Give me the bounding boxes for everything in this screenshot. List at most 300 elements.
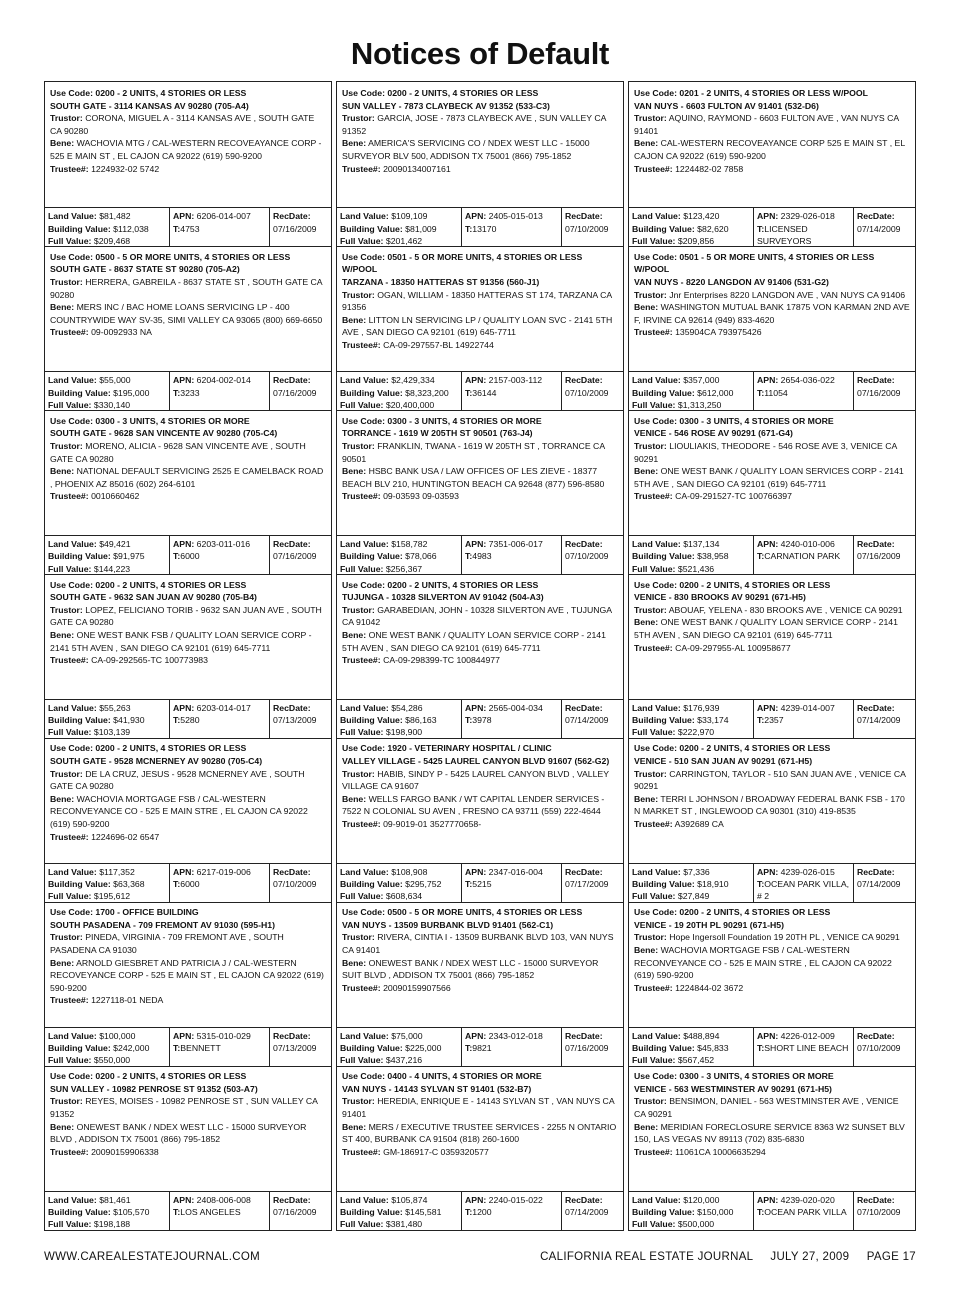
beneficiary-line (50, 1121, 327, 1146)
land-value-label: Land Value: (632, 1194, 681, 1205)
tract-value: 6000 (180, 879, 200, 890)
full-value-row (48, 1218, 166, 1230)
building-value: $33,174 (697, 715, 729, 726)
apn-row (465, 702, 558, 714)
recdate-label: RecDate: (565, 703, 603, 714)
recdate-label: RecDate: (857, 1194, 895, 1205)
recdate-value: 07/16/2009 (857, 387, 901, 398)
tract-label: T: (757, 223, 765, 234)
apn-cell (753, 700, 853, 738)
use-code: Use Code: 0200 - 2 UNITS, 4 STORIES OR LESS (634, 907, 831, 918)
tract-value: OCEAN PARK VILLA, # 2 (757, 879, 850, 902)
building-value-row (340, 714, 458, 726)
apn-value: 4239-014-007 (780, 703, 835, 714)
apn-label: APN: (465, 1030, 487, 1041)
apn-row (173, 374, 266, 386)
land-value-label: Land Value: (48, 539, 97, 550)
building-value-row (340, 550, 458, 562)
apn-value: 6203-014-017 (196, 703, 251, 714)
full-value-label: Full Value: (48, 727, 92, 738)
tract-row (173, 878, 266, 890)
building-value-label: Building Value: (632, 551, 695, 562)
values-table (337, 535, 623, 574)
use-code: Use Code: 0400 - 4 UNITS, 4 STORIES OR MORE (342, 1071, 542, 1082)
trustor-value: HABIB, SINDY P - 5425 LAUREL CANYON BLVD , VALLEY VILLAGE CA 91607 (342, 768, 609, 792)
notice-body (45, 410, 331, 535)
apn-row (173, 538, 266, 550)
apn-label: APN: (173, 211, 195, 222)
notice-item (628, 81, 916, 247)
full-value: $195,612 (93, 891, 131, 902)
recdate-cell (853, 700, 915, 738)
tract-value: 3233 (180, 387, 200, 398)
trustor-label: Trustor: (50, 113, 83, 124)
recdate-label: RecDate: (565, 211, 603, 222)
notice-item (336, 410, 624, 575)
values-cell (337, 1028, 461, 1066)
trustee-line (634, 1146, 911, 1159)
footer-website[interactable]: WWW.CAREALESTATEJOURNAL.COM (44, 1251, 260, 1263)
trustor-value: Jnr Enterprises 8220 LANGDON AVE , VAN NUYS CA 91406 (669, 289, 906, 300)
beneficiary-line (50, 465, 327, 490)
trustee-label: Trustee#: (634, 327, 673, 338)
use-code: Use Code: 0501 - 5 OR MORE UNITS, 4 STORIES OR LESS W/POOL (634, 251, 875, 275)
trustee-line (342, 818, 619, 831)
trustor-line (342, 1095, 619, 1120)
building-value: $63,368 (113, 879, 145, 890)
beneficiary-line (634, 1121, 911, 1146)
tract-label: T: (465, 551, 473, 562)
full-value-label: Full Value: (48, 563, 92, 574)
trustee-label: Trustee#: (50, 655, 89, 666)
recdate-label: RecDate: (273, 703, 311, 714)
land-value: $488,894 (683, 1030, 720, 1041)
trustor-label: Trustor: (634, 932, 667, 943)
land-value-row (48, 702, 166, 714)
tract-row (173, 1042, 266, 1054)
recdate-value: 07/14/2009 (857, 715, 901, 726)
trustee-label: Trustee#: (634, 642, 673, 653)
trustee-label: Trustee#: (342, 655, 381, 666)
values-cell (337, 864, 461, 902)
tract-value: 9821 (472, 1042, 492, 1053)
trustor-label: Trustor: (634, 113, 667, 124)
values-table (337, 863, 623, 902)
trustee-line (634, 642, 911, 655)
trustee-value: 1224932-02 5742 (91, 163, 160, 174)
property-address: TORRANCE - 1619 W 205TH ST 90501 (763-J4) (342, 428, 533, 439)
apn-value: 6204-002-014 (196, 375, 251, 386)
land-value: $357,000 (683, 375, 720, 386)
land-value-label: Land Value: (340, 1030, 389, 1041)
trustee-label: Trustee#: (634, 163, 673, 174)
trustee-value: A392689 CA (674, 819, 724, 829)
trustor-label: Trustor: (634, 768, 667, 779)
building-value-label: Building Value: (48, 551, 111, 562)
land-value-label: Land Value: (340, 211, 389, 222)
recdate-label: RecDate: (857, 703, 895, 714)
property-address: VENICE - 510 SAN JUAN AV 90291 (671-H5) (634, 756, 813, 767)
recdate-value: 07/16/2009 (273, 387, 317, 398)
property-address: SOUTH GATE - 9528 MCNERNEY AV 90280 (705-C4) (50, 756, 263, 767)
use-code: Use Code: 1920 - VETERINARY HOSPITAL / CLINIC (342, 743, 552, 754)
values-table (337, 699, 623, 738)
full-value: $437,216 (385, 1055, 423, 1066)
trustee-line (342, 339, 619, 352)
trustor-value: REYES, MOISES - 10982 PENROSE ST , SUN VALLEY CA 91352 (50, 1096, 318, 1119)
apn-row (757, 210, 850, 222)
apn-value: 2343-012-018 (488, 1030, 543, 1041)
apn-value: 4226-012-009 (780, 1030, 835, 1041)
tract-row (173, 387, 266, 399)
building-value: $38,958 (697, 551, 729, 562)
full-value: $201,462 (385, 235, 423, 246)
apn-value: 2157-003-112 (488, 375, 543, 386)
recdate-cell (853, 208, 915, 246)
building-value: $612,000 (697, 387, 734, 398)
full-value-row (340, 563, 458, 575)
apn-row (465, 210, 558, 222)
land-value: $108,908 (391, 866, 428, 877)
tract-label: T: (757, 715, 765, 726)
beneficiary-label: Bene: (342, 314, 367, 325)
building-value-row (340, 223, 458, 235)
beneficiary-line (50, 137, 327, 162)
building-value-row (632, 1042, 750, 1054)
beneficiary-value: ONE WEST BANK / QUALITY LOAN SERVICES CORP - 2141 5TH AVE , SAN DIEGO CA 92101 (619) 645-7711 (634, 466, 904, 489)
notice-body (629, 1065, 915, 1190)
land-value: $2,429,334 (391, 375, 435, 386)
trustee-label: Trustee#: (342, 982, 381, 993)
land-value: $105,874 (391, 1194, 428, 1205)
trustee-value: GM-186917-C 0359320577 (383, 1146, 489, 1157)
property-address: VENICE - 546 ROSE AV 90291 (671-G4) (634, 428, 793, 439)
beneficiary-value: MERIDIAN FORECLOSURE SERVICE 8363 W2 SUNSET BLV 150, LAS VEGAS NV 89113 (702) 835-6830 (634, 1121, 905, 1145)
land-value-row (340, 702, 458, 714)
apn-value: 4239-026-015 (780, 866, 835, 877)
apn-label: APN: (173, 1194, 195, 1205)
building-value-label: Building Value: (340, 1042, 403, 1053)
apn-value: 2654-036-022 (780, 375, 835, 386)
recdate-value: 07/13/2009 (273, 1042, 317, 1053)
trustor-line (50, 931, 327, 956)
recdate-cell (269, 536, 331, 574)
values-table (45, 699, 331, 738)
use-code: Use Code: 0200 - 2 UNITS, 4 STORIES OR LESS (634, 579, 831, 590)
building-value-label: Building Value: (48, 879, 111, 890)
trustor-value: LOPEZ, FELICIANO TORIB - 9632 SAN JUAN AVE , SOUTH GATE CA 90280 (50, 604, 322, 628)
footer-publication: CALIFORNIA REAL ESTATE JOURNAL JULY 27, 2009 PAGE 17 (540, 1251, 916, 1263)
trustor-line (342, 289, 619, 314)
apn-value: 4240-010-006 (780, 539, 835, 550)
land-value: $81,482 (99, 211, 131, 222)
use-code: Use Code: 0500 - 5 OR MORE UNITS, 4 STORIES OR LESS (342, 907, 583, 918)
trustor-line (342, 112, 619, 137)
tract-value: 1200 (472, 1206, 492, 1217)
full-value: $381,480 (385, 1219, 423, 1230)
beneficiary-value: WACHOVIA MORTGAGE FSB / CAL-WESTERN RECONVEYANCE CO - 525 E MAIN STRE , EL CAJON CA 92022 (619) 590-9200 (634, 945, 892, 981)
beneficiary-line (50, 957, 327, 995)
land-value-label: Land Value: (340, 703, 389, 714)
trustor-label: Trustor: (342, 440, 375, 451)
apn-value: 6206-014-007 (196, 211, 251, 222)
apn-cell (461, 700, 561, 738)
tract-value: 4983 (472, 551, 492, 562)
trustor-line (50, 1095, 327, 1120)
land-value-label: Land Value: (340, 375, 389, 386)
recdate-label: RecDate: (273, 539, 311, 550)
beneficiary-label: Bene: (342, 466, 367, 477)
values-cell (45, 1028, 169, 1066)
values-cell (45, 536, 169, 574)
land-value-row (632, 374, 750, 386)
trustor-value: PINEDA, VIRGINIA - 709 FREMONT AVE , SOUTH PASADENA CA 91030 (50, 932, 284, 956)
full-value-label: Full Value: (632, 235, 676, 246)
property-address: VAN NUYS - 8220 LANGDON AV 91406 (531-G2) (634, 277, 829, 288)
beneficiary-value: NATIONAL DEFAULT SERVICING 2525 E CAMELBACK ROAD , PHOENIX AZ 85016 (602) 264-6101 (50, 466, 324, 489)
full-value-row (48, 563, 166, 575)
tract-value: LICENSED SURVEYORS (757, 223, 812, 246)
apn-value: 4239-020-020 (780, 1194, 835, 1205)
recdate-label: RecDate: (565, 866, 603, 877)
notice-item (336, 901, 624, 1066)
recdate-label: RecDate: (857, 211, 895, 222)
tract-label: T: (465, 1042, 473, 1053)
notice-body (337, 574, 623, 699)
recdate-cell (269, 208, 331, 246)
full-value: $222,970 (677, 727, 715, 738)
trustor-label: Trustor: (50, 604, 83, 615)
full-value-label: Full Value: (48, 1055, 92, 1066)
page-title: Notices of Default (350, 36, 610, 71)
land-value-label: Land Value: (340, 866, 389, 877)
trustee-label: Trustee#: (342, 340, 381, 351)
land-value-row (340, 1194, 458, 1206)
recdate-value: 07/10/2009 (273, 879, 317, 890)
apn-row (173, 210, 266, 222)
tract-label: T: (465, 223, 473, 234)
full-value-row (632, 890, 750, 902)
recdate-value: 07/14/2009 (565, 1206, 609, 1217)
values-cell (629, 700, 753, 738)
beneficiary-value: TERRI L JOHNSON / BROADWAY FEDERAL BANK FSB - 170 N MARKET ST , INGLEWOOD CA 90301 (310) 419-8535 (634, 793, 905, 817)
use-code: Use Code: 0500 - 5 OR MORE UNITS, 4 STORIES OR LESS (50, 251, 291, 262)
recdate-value: 07/13/2009 (273, 715, 317, 726)
recdate-value: 07/16/2009 (857, 551, 901, 562)
trustor-line (342, 440, 619, 465)
building-value-row (340, 878, 458, 890)
notice-body (629, 737, 915, 862)
full-value-row (340, 1054, 458, 1066)
trustee-label: Trustee#: (342, 491, 381, 502)
building-value-label: Building Value: (340, 715, 403, 726)
beneficiary-label: Bene: (50, 793, 75, 804)
trustee-value: 1227118-01 NEDA (91, 995, 164, 1006)
values-table (337, 371, 623, 410)
tract-value: 5215 (472, 879, 492, 890)
building-value: $112,038 (113, 223, 149, 234)
building-value-row (632, 1206, 750, 1218)
full-value-label: Full Value: (340, 1219, 384, 1230)
beneficiary-label: Bene: (50, 957, 75, 968)
recdate-cell (853, 372, 915, 410)
building-value: $78,066 (405, 551, 437, 562)
tract-value: LOS ANGELES (180, 1206, 241, 1217)
building-value-label: Building Value: (48, 387, 111, 398)
full-value-row (48, 890, 166, 902)
land-value-row (48, 1030, 166, 1042)
land-value-label: Land Value: (48, 703, 97, 714)
notice-body (45, 901, 331, 1026)
trustee-label: Trustee#: (50, 327, 89, 338)
trustor-value: ABOUAF, YELENA - 830 BROOKS AVE , VENICE CA 90291 (668, 604, 903, 615)
apn-cell (753, 208, 853, 246)
notice-body (629, 410, 915, 535)
values-table (629, 1027, 915, 1066)
trustee-line (342, 982, 619, 995)
notice-item (336, 81, 624, 247)
building-value-row (48, 714, 166, 726)
recdate-value: 07/16/2009 (273, 1206, 317, 1217)
trustee-line (50, 490, 327, 503)
trustee-value: 09-9019-01 3527770658- (383, 819, 482, 829)
trustee-value: 20090159907566 (383, 982, 451, 993)
trustor-value: HEREDIA, ENRIQUE E - 14143 SYLVAN ST , VAN NUYS CA 91401 (342, 1096, 615, 1119)
land-value: $54,286 (391, 703, 423, 714)
tract-row (465, 223, 558, 235)
land-value-row (48, 1194, 166, 1206)
property-address: VAN NUYS - 6603 FULTON AV 91401 (532-D6) (634, 100, 819, 111)
use-code: Use Code: 0201 - 2 UNITS, 4 STORIES OR LESS W/POOL (634, 88, 868, 98)
tract-value: 6000 (180, 551, 200, 562)
trustee-line (50, 1146, 327, 1159)
trustor-value: MORENO, ALICIA - 9628 SAN VINCENTE AVE , SOUTH GATE CA 90280 (50, 440, 306, 464)
beneficiary-line (342, 1121, 619, 1146)
trustor-label: Trustor: (634, 604, 667, 615)
tract-value: 11054 (764, 387, 788, 398)
recdate-value: 07/14/2009 (857, 879, 901, 890)
tract-row (757, 878, 850, 902)
land-value-label: Land Value: (632, 703, 681, 714)
recdate-cell (561, 1028, 623, 1066)
recdate-cell (561, 1192, 623, 1230)
trustor-line (50, 768, 327, 793)
beneficiary-line (342, 465, 619, 490)
trustor-label: Trustor: (342, 932, 375, 943)
notice-item (44, 246, 332, 411)
building-value-label: Building Value: (340, 879, 403, 890)
values-table (629, 535, 915, 574)
full-value: $550,000 (93, 1055, 131, 1066)
building-value-label: Building Value: (340, 223, 403, 234)
values-cell (45, 864, 169, 902)
full-value: $521,436 (677, 563, 715, 574)
use-code: Use Code: 0200 - 2 UNITS, 4 STORIES OR LESS (50, 1071, 247, 1082)
beneficiary-line (634, 465, 911, 490)
property-address: SOUTH GATE - 3114 KANSAS AV 90280 (705-A4) (50, 100, 249, 111)
building-value-row (632, 878, 750, 890)
land-value-row (632, 1194, 750, 1206)
building-value-label: Building Value: (340, 1206, 403, 1217)
land-value-label: Land Value: (632, 1030, 681, 1041)
apn-label: APN: (173, 375, 195, 386)
trustor-line (634, 604, 911, 617)
trustee-line (50, 994, 327, 1007)
tract-row (173, 714, 266, 726)
beneficiary-value: ONE WEST BANK / QUALITY LOAN SERVICE CORP - 2141 5TH AVEN , SAN DIEGO CA 92101 (619) 645-7711 (634, 617, 898, 640)
tract-value: 4753 (180, 223, 200, 234)
recdate-cell (853, 1192, 915, 1230)
apn-label: APN: (465, 1194, 487, 1205)
trustee-label: Trustee#: (50, 1146, 89, 1157)
beneficiary-line (634, 793, 911, 818)
building-value: $150,000 (697, 1206, 734, 1217)
trustee-value: 1224696-02 6547 (91, 831, 160, 842)
recdate-value: 07/16/2009 (565, 1042, 609, 1053)
full-value-label: Full Value: (632, 891, 676, 902)
tract-value: BENNETT (180, 1042, 221, 1053)
values-table (45, 1027, 331, 1066)
beneficiary-value: WELLS FARGO BANK / WT CAPITAL LENDER SERVICES - 7522 N COLONIAL SU AVEN , FRESNO CA 93711 (559) 222-4644 (342, 793, 605, 817)
recdate-label: RecDate: (273, 375, 311, 386)
tract-row (173, 550, 266, 562)
values-cell (337, 372, 461, 410)
beneficiary-line (342, 793, 619, 818)
tract-row (465, 714, 558, 726)
trustor-label: Trustor: (50, 932, 83, 943)
building-value-label: Building Value: (340, 387, 403, 398)
values-cell (629, 864, 753, 902)
apn-cell (169, 372, 269, 410)
apn-cell (169, 536, 269, 574)
land-value: $109,109 (391, 211, 428, 222)
trustee-label: Trustee#: (342, 819, 381, 829)
tract-row (757, 550, 850, 562)
beneficiary-value: HSBC BANK USA / LAW OFFICES OF LES ZIEVE - 18377 BEACH BLV 210, HUNTINGTON BEACH CA 92648 (877) 596-8580 (342, 466, 605, 489)
trustee-value: 135904CA 793975426 (675, 327, 762, 338)
beneficiary-line (50, 629, 327, 654)
land-value-row (340, 538, 458, 550)
use-code: Use Code: 0501 - 5 OR MORE UNITS, 4 STORIES OR LESS W/POOL (342, 251, 583, 275)
land-value: $55,263 (99, 703, 131, 714)
building-value-row (48, 1042, 166, 1054)
full-value-label: Full Value: (48, 399, 92, 410)
beneficiary-line (342, 957, 619, 982)
building-value-row (632, 550, 750, 562)
notice-column (44, 81, 332, 1229)
beneficiary-value: WACHOVIA MORTGAGE FSB / CAL-WESTERN RECONVEYANCE CO - 525 E MAIN STRE , EL CAJON CA 92022 (619) 590-9200 (50, 793, 308, 829)
apn-label: APN: (757, 375, 779, 386)
notice-body (337, 737, 623, 862)
building-value-row (48, 878, 166, 890)
recdate-cell (269, 1192, 331, 1230)
apn-cell (753, 372, 853, 410)
tract-row (757, 1206, 850, 1218)
beneficiary-line (634, 616, 911, 641)
property-address: SOUTH PASADENA - 709 FREMONT AV 91030 (595-H1) (50, 919, 275, 930)
full-value-row (48, 399, 166, 411)
apn-value: 6203-011-016 (196, 539, 251, 550)
building-value: $195,000 (113, 387, 150, 398)
values-table (337, 1027, 623, 1066)
full-value: $27,849 (677, 891, 710, 902)
tract-label: T: (757, 387, 765, 398)
land-value-row (340, 1030, 458, 1042)
apn-row (465, 374, 558, 386)
apn-label: APN: (757, 1030, 779, 1041)
tract-row (465, 1042, 558, 1054)
notice-item (336, 737, 624, 902)
